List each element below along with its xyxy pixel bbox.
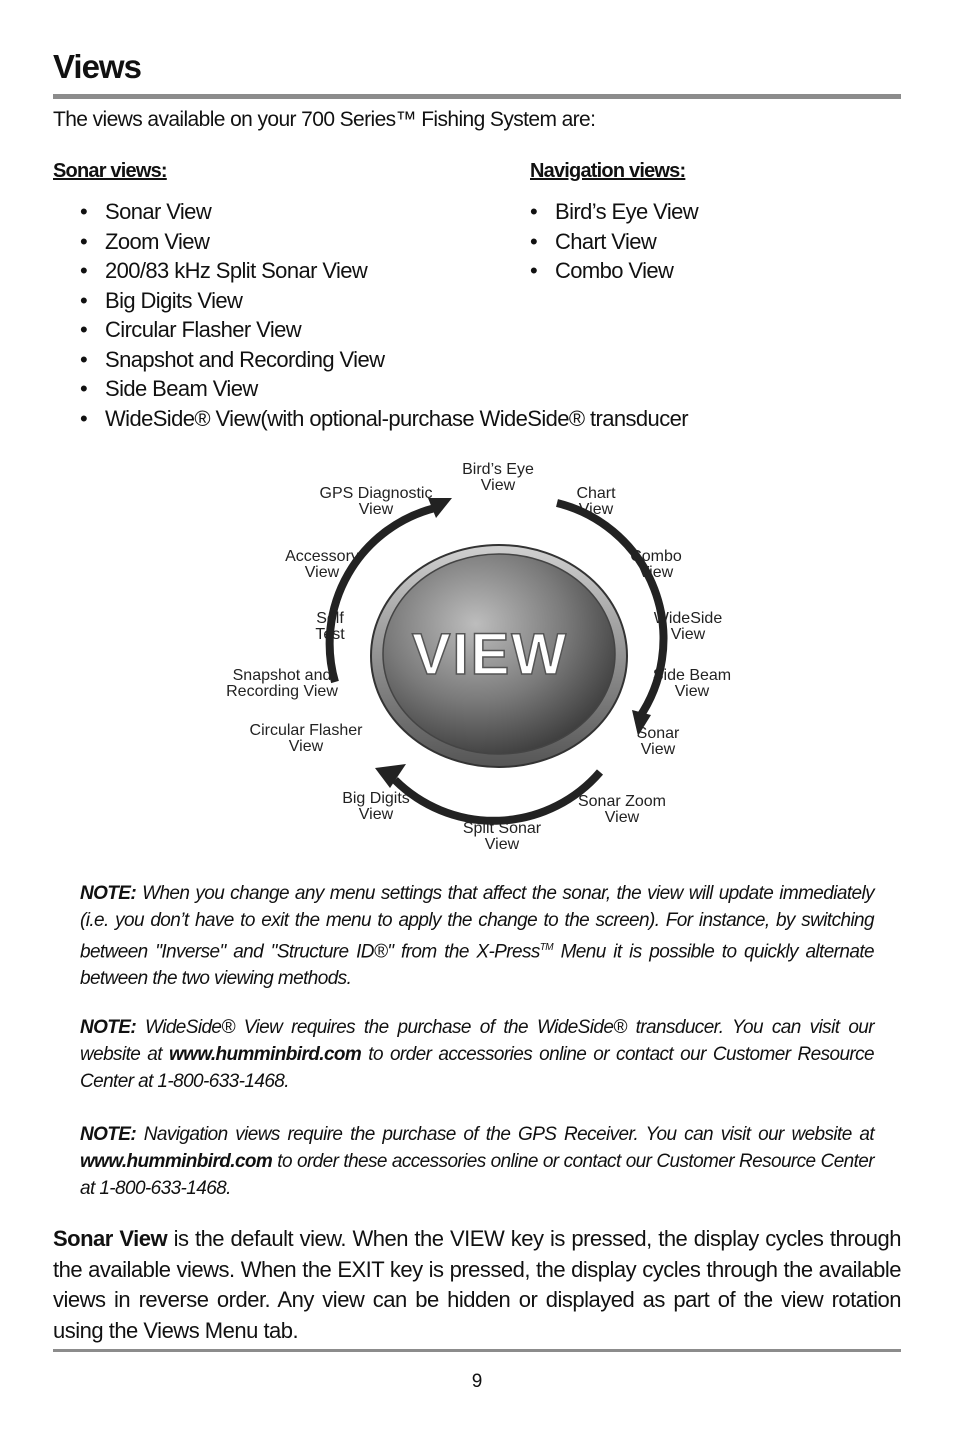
sonar-views-heading: Sonar views: [53,160,167,182]
navigation-views-list [530,197,698,286]
svg-text:View: View [638,564,674,581]
svg-text:Sonar Zoom: Sonar Zoom [577,793,667,810]
website-link: www.humminbird.com [80,1151,273,1172]
view-button-label: VIEW [411,622,569,687]
svg-text:View: View [288,738,324,755]
svg-text:Test: Test [315,626,345,643]
label-side-beam-view [653,667,731,700]
label-circular-flasher-view [250,722,364,755]
view-rotation-diagram [210,450,750,860]
page-number: 9 [471,1371,483,1392]
list-item: • Side Beam View [80,376,258,401]
list-item: • Combo View [530,258,674,283]
note-navigation: NOTE: Navigation views require the purchase of the GPS Receiver. You can visit our website at www.humminbird.com to order these accessories online or contact our Customer Resource Center at 1-800-633-1468. [80,1124,874,1199]
svg-text:GPS Diagnostic: GPS Diagnostic [319,485,433,502]
label-split-sonar-view [463,820,542,853]
label-sonar-view [637,725,680,758]
svg-text:Side Beam: Side Beam [652,667,732,684]
svg-text:Chart: Chart [576,485,616,502]
list-item: • Bird’s Eye View [530,199,699,224]
svg-text:View: View [640,741,676,758]
svg-text:Recording View: Recording View [226,683,338,700]
intro-text: The views available on your 700 Series™ Fishing System are: [53,108,596,131]
list-item: • Zoom View [80,228,210,254]
website-link: www.humminbird.com [168,1044,362,1065]
list-item: • Snapshot and Recording View [80,346,385,372]
label-snapshot-recording-view [226,667,338,700]
list-item: • Circular Flasher View [80,317,302,342]
svg-text:View: View [358,501,394,518]
svg-text:Self: Self [316,610,344,627]
svg-text:View: View [604,809,640,826]
label-chart-view [576,485,616,518]
label-birds-eye-view [462,461,534,494]
svg-text:WideSide: WideSide [653,610,723,627]
label-sonar-zoom-view [578,793,666,826]
note-wideside: NOTE: WideSide® View requires the purchase of the WideSide® transducer. You can visit our website at www.humminbird.com to order accessories online or contact our Customer Resource Center at 1-800-633-1468. [80,1017,875,1092]
svg-text:Sonar: Sonar [636,725,680,742]
view-rotation-svg [210,450,750,860]
label-self-test [315,610,345,643]
label-big-digits-view [342,790,410,823]
label-combo-view [630,548,682,581]
header-rule [53,94,901,99]
svg-text:Bird’s Eye: Bird’s Eye [462,461,534,478]
list-item: • Big Digits View [80,287,243,313]
svg-text:View: View [480,477,516,494]
svg-text:View: View [304,564,340,581]
svg-text:View: View [484,836,520,853]
list-item: • Sonar View [80,199,212,224]
summary-paragraph: Sonar View is the default view. When the VIEW key is pressed, the display cycles through the available views. When the EXIT key is pressed, the display cycles through the available views in reverse order. Any view can be hidden or displayed as part of the view rotation using the Views Menu tab. [53,1226,901,1343]
list-item: • WideSide® View(with optional-purchase WideSide® transducer [80,405,688,431]
list-item: • 200/83 kHz Split Sonar View [80,258,368,283]
view-button-icon [371,545,627,767]
svg-text:Big Digits: Big Digits [342,790,410,807]
navigation-views-heading: Navigation views: [530,160,686,182]
svg-text:View: View [578,501,614,518]
footer-rule [53,1349,901,1352]
svg-text:View: View [358,806,394,823]
note-sonar-settings: NOTE: When you change any menu settings that affect the sonar, the view will update immediately (i.e. you don’t have to exit the menu to apply the change to the screen). For instance, by switching between "Inverse" and "Structure ID®" from the X-Press™ Menu it is possible to quickly alternate between the two viewing methods. [80,883,874,990]
svg-text:Combo: Combo [630,548,682,565]
svg-text:Circular Flasher: Circular Flasher [249,722,363,739]
svg-text:Snapshot and: Snapshot and [232,667,332,684]
page-title: Views [53,48,141,85]
list-item: • Chart View [530,228,657,254]
svg-text:Split Sonar: Split Sonar [462,820,542,837]
svg-text:View: View [674,683,710,700]
svg-text:Accessory: Accessory [285,548,359,565]
svg-text:View: View [670,626,706,643]
